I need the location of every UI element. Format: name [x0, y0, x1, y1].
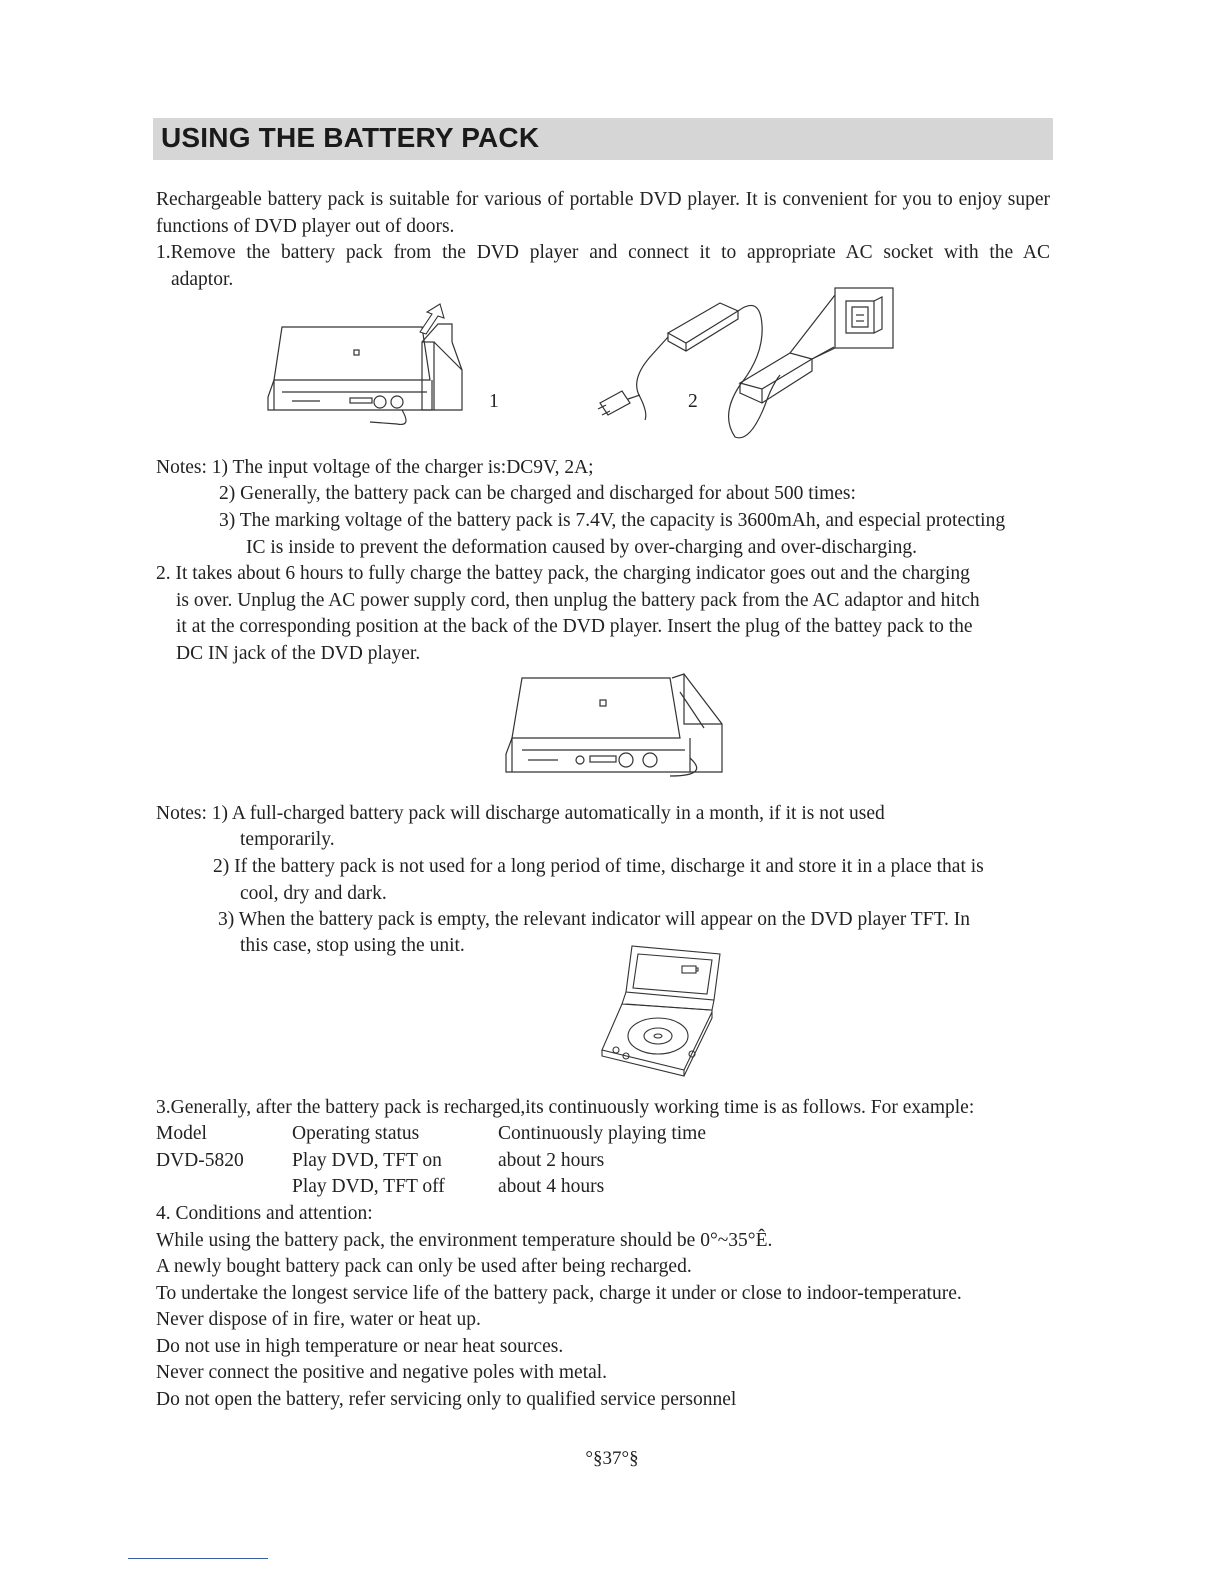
condition-line: A newly bought battery pack can only be used after being recharged.: [156, 1256, 692, 1277]
notes1-item3-line2: IC is inside to prevent the deformation caused by over-charging and over-discharging.: [246, 537, 918, 558]
table-header-status: Operating status: [292, 1123, 420, 1144]
table-cell-time: about 4 hours: [498, 1176, 605, 1197]
step2-line1: 2. It takes about 6 hours to fully charge the battey pack, the charging indicator goes out and the charging: [156, 563, 970, 584]
table-cell-status: Play DVD, TFT off: [292, 1176, 445, 1197]
notes1-item2: 2) Generally, the battery pack can be charged and discharged for about 500 times:: [219, 483, 856, 504]
dvd-battery-removal-figure: [262, 302, 474, 430]
footer-divider: [128, 1558, 268, 1559]
ac-adaptor-charging-figure: [590, 285, 900, 443]
notes2-item2-line1: 2) If the battery pack is not used for a long period of time, discharge it and store it in a place that is: [213, 856, 984, 877]
step4-title: 4. Conditions and attention:: [156, 1203, 373, 1224]
notes1-item3-line1: 3) The marking voltage of the battery pack is 7.4V, the capacity is 3600mAh, and especial protecting: [219, 510, 1006, 531]
figure-label-1: 1: [489, 391, 499, 412]
table-cell-model: DVD-5820: [156, 1150, 244, 1171]
table-header-model: Model: [156, 1123, 207, 1144]
intro-paragraph: Rechargeable battery pack is suitable for various of portable DVD player. It is convenient for you to enjoy super functions of DVD player out of doors.: [156, 189, 1050, 237]
notes1-item1: Notes: 1) The input voltage of the charger is:DC9V, 2A;: [156, 457, 594, 478]
step1-line1: 1.Remove the battery pack from the DVD player and connect it to appropriate AC socket with the AC: [156, 242, 1050, 263]
section-title: USING THE BATTERY PACK: [161, 122, 540, 153]
figure-label-2: 2: [688, 391, 698, 412]
notes2-item1-line2: temporarily.: [240, 829, 335, 850]
condition-line: Do not open the battery, refer servicing only to qualified service personnel: [156, 1389, 737, 1410]
dvd-battery-attached-figure: [500, 672, 732, 784]
step2-line2: is over. Unplug the AC power supply cord, then unplug the battery pack from the AC adaptor and hitch: [176, 590, 980, 611]
notes2-item1-line1: Notes: 1) A full-charged battery pack will discharge automatically in a month, if it is not used: [156, 803, 885, 824]
section-header: [153, 118, 1053, 160]
table-cell-time: about 2 hours: [498, 1150, 605, 1171]
dvd-empty-battery-indicator-figure: [592, 942, 728, 1078]
condition-line: Never dispose of in fire, water or heat up.: [156, 1309, 481, 1330]
step2-line3: it at the corresponding position at the back of the DVD player. Insert the plug of the battey pack to the: [176, 616, 973, 637]
condition-line: To undertake the longest service life of the battery pack, charge it under or close to indoor-temperature.: [156, 1283, 962, 1304]
step3-intro: 3.Generally, after the battery pack is recharged,its continuously working time is as follows. For example:: [156, 1097, 975, 1118]
table-header-time: Continuously playing time: [498, 1123, 706, 1144]
page-number: °§37°§: [585, 1448, 639, 1469]
step2-line4: DC IN jack of the DVD player.: [176, 643, 421, 664]
condition-line: While using the battery pack, the environment temperature should be 0°~35°Ê.: [156, 1230, 773, 1251]
notes2-item3-line1: 3) When the battery pack is empty, the relevant indicator will appear on the DVD player TFT. In: [218, 909, 970, 930]
condition-line: Do not use in high temperature or near heat sources.: [156, 1336, 564, 1357]
condition-line: Never connect the positive and negative poles with metal.: [156, 1362, 608, 1383]
notes2-item2-line2: cool, dry and dark.: [240, 883, 387, 904]
table-cell-status: Play DVD, TFT on: [292, 1150, 442, 1171]
notes2-item3-line2: this case, stop using the unit.: [240, 935, 465, 956]
step1-line2: adaptor.: [171, 269, 234, 290]
